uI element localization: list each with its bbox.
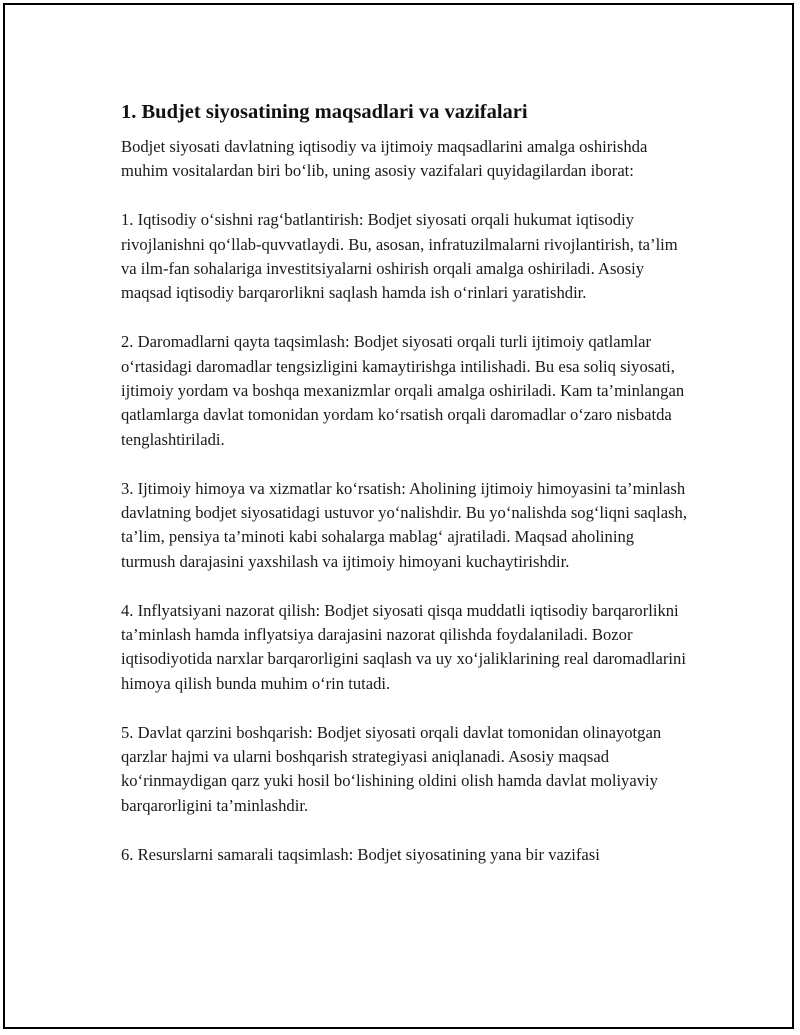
section-heading: 1. Budjet siyosatining maqsadlari va vazifalari [121,101,528,123]
document-body [121,99,691,891]
paragraph-resource-allocation: 6. Resurslarni samarali taqsimlash: Bodjet siyosatining yana bir vazifasi [121,844,600,864]
paragraph-economic-growth: 1. Iqtisodiy o‘sishni rag‘batlantirish: Bodjet siyosati orqali hukumat iqtisodiy rivojlanishni qo‘llab-quvvatlaydi. Bu, asosan, infratuzilmalarni rivojlantirish, ta’lim va ilm-fan sohalariga investitsiyalarni oshirish orqali amalga oshiriladi. Asosiy maqsad iqtisodiy barqarorlikni saqlash hamda ish o‘rinlari yaratishdir. [121,210,678,303]
document-page [3,3,794,1029]
paragraph-debt-management: 5. Davlat qarzini boshqarish: Bodjet siyosati orqali davlat tomonidan olinayotgan qarzlar hajmi va ularni boshqarish strategiyasi aniqlanadi. Asosiy maqsad ko‘rinmaydigan qarz yuki hosil bo‘lishining oldini olish hamda davlat moliyaviy barqarorligini ta’minlashdir. [121,722,662,815]
paragraph-social-protection: 3. Ijtimoiy himoya va xizmatlar ko‘rsatish: Aholining ijtimoiy himoyasini ta’minlash davlatning bodjet siyosatidagi ustuvor yo‘nalishdir. Bu yo‘nalishda sog‘liqni saqlash, ta’lim, pensiya ta’minoti kabi sohalarga mablag‘ ajratiladi. Maqsad aholining turmush darajasini yaxshilash va ijtimoiy himoyani kuchaytirishdir. [121,478,687,571]
paragraph-income-redistribution: 2. Daromadlarni qayta taqsimlash: Bodjet siyosati orqali turli ijtimoiy qatlamlar o‘rtasidagi daromadlar tengsizligini kamaytirishga intilishadi. Bu esa soliq siyosati, ijtimoiy yordam va boshqa mexanizmlar orqali amalga oshiriladi. Kam ta’minlangan qatlamlarga davlat tomonidan yordam ko‘rsatish orqali daromadlar o‘zaro nisbatda tenglashtiriladi. [121,332,685,449]
paragraph-inflation-control: 4. Inflyatsiyani nazorat qilish: Bodjet siyosati qisqa muddatli iqtisodiy barqarorlikni ta’minlash hamda inflyatsiya darajasini nazorat qilishda foydalaniladi. Bozor iqtisodiyotida narxlar barqarorligini saqlash va uy xo‘jaliklarining real daromadlarini himoya qilish bunda muhim o‘rin tutadi. [121,600,686,693]
intro-paragraph: Bodjet siyosati davlatning iqtisodiy va ijtimoiy maqsadlarini amalga oshirishda muhim vositalardan biri bo‘lib, uning asosiy vazifalari quyidagilardan iborat: [121,137,648,181]
